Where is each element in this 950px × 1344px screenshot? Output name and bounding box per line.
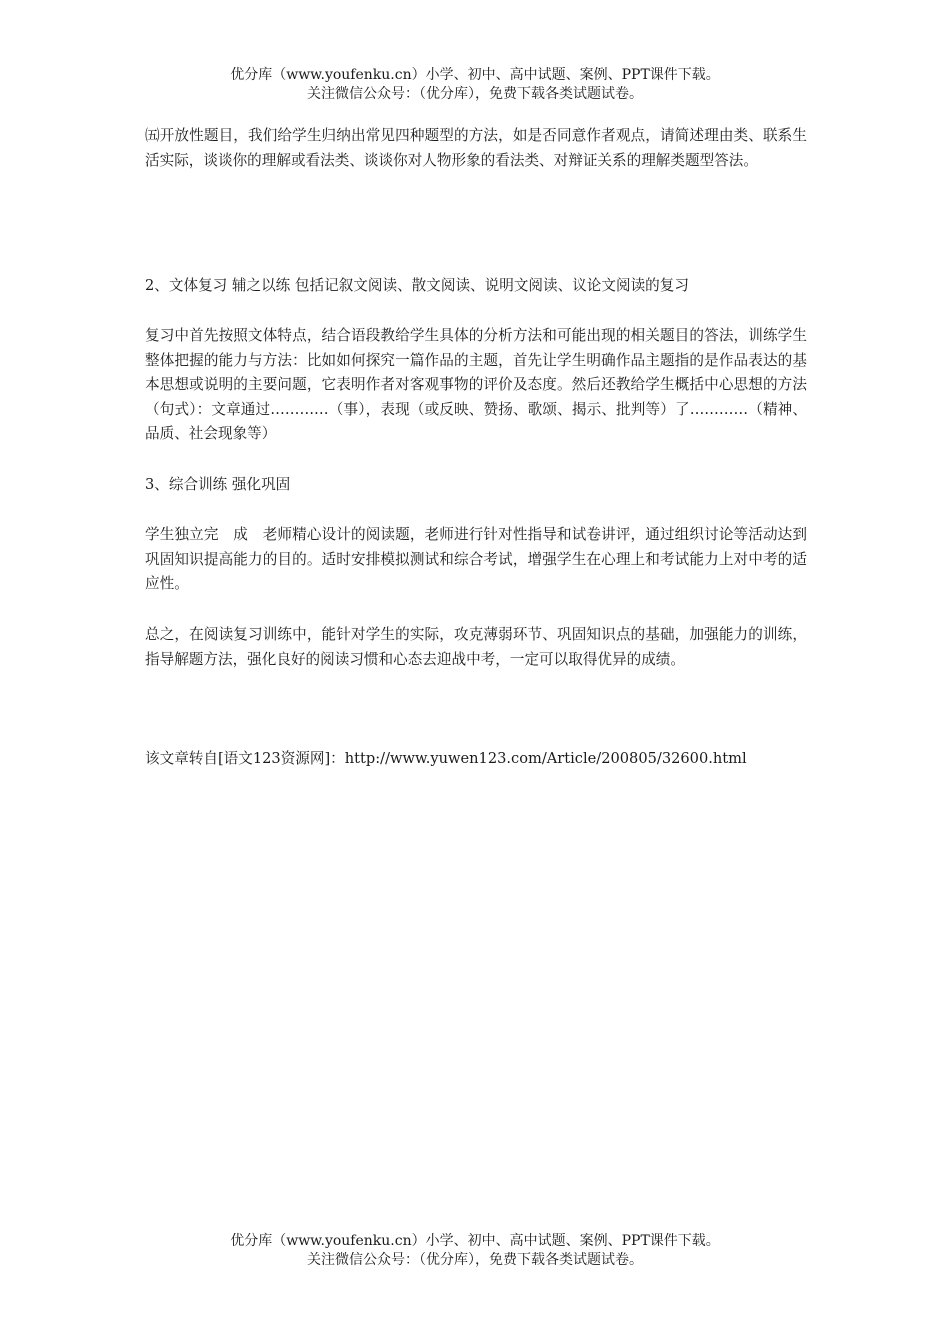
section-heading-comprehensive-training: 3、综合训练 强化巩固 xyxy=(145,476,291,493)
page-footer xyxy=(0,1232,950,1270)
paragraph-conclusion: 总之，在阅读复习训练中，能针对学生的实际，攻克薄弱环节、巩固知识点的基础，加强能力的训练，指导解题方法，强化良好的阅读习惯和心态去迎战中考，一定可以取得优异的成绩。 xyxy=(145,626,807,668)
paragraph-open-questions: ㈤开放性题目，我们给学生归纳出常见四种题型的方法，如是否同意作者观点，请简述理由类、联系生活实际，谈谈你的理解或看法类、谈谈你对人物形象的看法类、对辩证关系的理解类题型答法。 xyxy=(145,127,807,169)
page-header xyxy=(0,66,950,104)
footer-line-1: 优分库（www.youfenku.cn）小学、初中、高中试题、案例、PPT课件下载。 xyxy=(230,1233,720,1249)
paragraph-genre-review: 复习中首先按照文体特点，结合语段教给学生具体的分析方法和可能出现的相关题目的答法，训练学生整体把握的能力与方法：比如如何探究一篇作品的主题，首先让学生明确作品主题指的是作品表达的基本思想或说明的主要问题，它表明作者对客观事物的评价及态度。然后还教给学生概括中心思想的方法（句式）：文章通过…………（事），表现（或反映、赞扬、歌颂、揭示、批判等）了…………（精神、品质、社会现象等） xyxy=(145,327,807,442)
footer-line-2: 关注微信公众号：（优分库），免费下载各类试题试卷。 xyxy=(307,1252,643,1268)
source-attribution: 该文章转自[语文123资源网]：http://www.yuwen123.com/Article/200805/32600.html xyxy=(145,750,747,767)
section-heading-genre-review: 2、文体复习 辅之以练 包括记叙文阅读、散文阅读、说明文阅读、议论文阅读的复习 xyxy=(145,277,689,294)
header-line-2: 关注微信公众号：（优分库），免费下载各类试题试卷。 xyxy=(307,86,643,102)
paragraph-comprehensive-training: 学生独立完 成 老师精心设计的阅读题，老师进行针对性指导和试卷讲评，通过组织讨论等活动达到巩固知识提高能力的目的。适时安排模拟测试和综合考试，增强学生在心理上和考试能力上对中考的适应性。 xyxy=(145,526,807,592)
header-line-1: 优分库（www.youfenku.cn）小学、初中、高中试题、案例、PPT课件下载。 xyxy=(230,67,720,83)
